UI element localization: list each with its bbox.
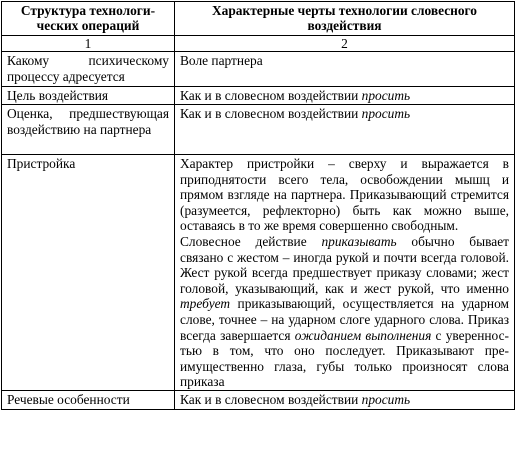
row-label-psych-process: Какому психическому процессу адресуется — [2, 52, 175, 87]
text-run: обычно бывает связано с жестом – иногда рукой и почти всегда головой. Жест рукой всегда предшествует приказу словами; жест головой, указывающий, как и жест рукой, что именно — [180, 233, 509, 296]
column-number-2: 2 — [175, 36, 515, 52]
text-run: приказывающий, осуществляется на ударном слове, точнее – на ударном слоге ударного слова. Приказ всегда завершается — [180, 296, 509, 343]
header-structure: Структура технологических операций — [2, 2, 175, 36]
value-text: Как и в словесном воздействии — [180, 88, 362, 103]
header-features: Характерные черты технологии словесного воздействия — [175, 2, 515, 36]
table-row — [2, 87, 515, 105]
value-italic: просить — [361, 88, 411, 103]
row-value-adjustment — [175, 155, 515, 391]
row-value-goal — [175, 87, 515, 105]
adjustment-paragraph-1: Характер пристройки – сверху и выражается в приподнятости всего тела, освобождении мышц и прямом взгляде на партнера. Приказывающий стремится (разумеется, рефлекторно) быть как можно выше, оставаясь в то же время совершенно свободным. — [180, 156, 509, 234]
text-run: Словесное действие — [180, 233, 322, 249]
row-value-speech — [175, 390, 515, 409]
row-label-adjustment: Пристройка — [2, 155, 175, 391]
row-label-evaluation: Оценка, предшествующая воздействию на партнера — [2, 105, 175, 155]
header-row — [2, 2, 515, 36]
column-number-1: 1 — [2, 36, 175, 52]
table-row — [2, 105, 515, 155]
value-italic: просить — [361, 106, 411, 121]
italic-run: приказывать — [321, 233, 397, 249]
table-row — [2, 155, 515, 391]
text-run: с уверенностью в том, что оно последует. Приказывают преимущественно глаза, губы только произносят слова приказа — [180, 327, 509, 390]
table-row — [2, 390, 515, 409]
technology-table — [1, 1, 515, 410]
adjustment-paragraph-2 — [180, 234, 509, 390]
table-row — [2, 52, 515, 87]
column-number-row — [2, 36, 515, 52]
value-italic: просить — [361, 391, 411, 407]
row-value-evaluation — [175, 105, 515, 155]
row-label-speech: Речевые особенности — [2, 390, 175, 409]
italic-run: требует — [180, 296, 231, 312]
row-label-goal: Цель воздействия — [2, 87, 175, 105]
value-text: Как и в словесном воздействии — [180, 106, 362, 121]
italic-run: ожиданием выполнения — [294, 327, 432, 343]
row-value-psych-process: Воле партнера — [175, 52, 515, 87]
value-text: Как и в словесном воздействии — [180, 391, 362, 407]
